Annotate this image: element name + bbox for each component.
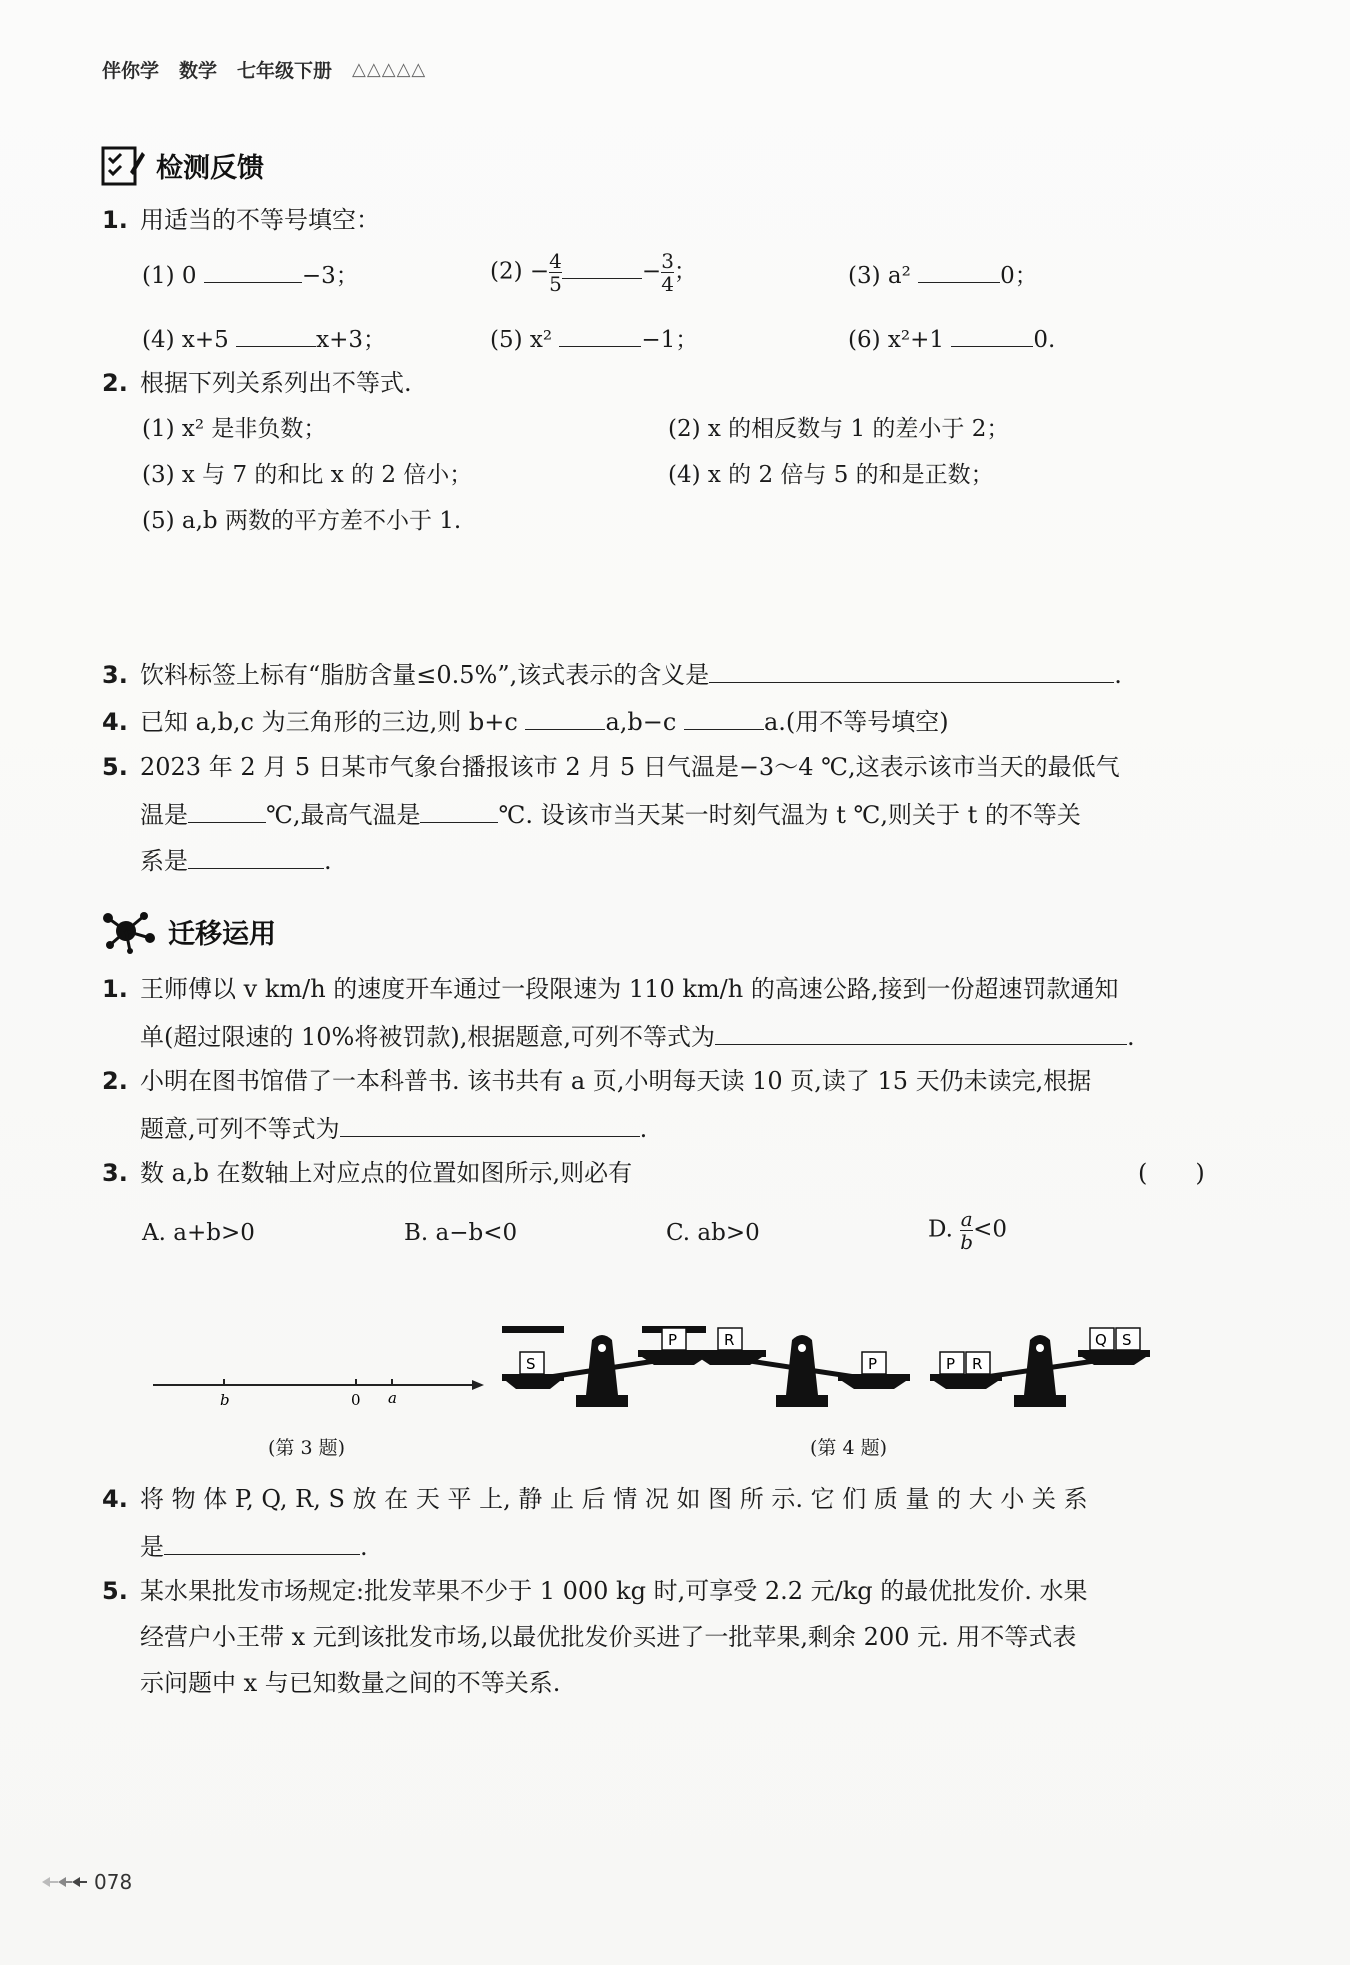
q1-item-6: (6) x²+1 0.	[848, 320, 1055, 357]
svg-text:S: S	[526, 1355, 536, 1373]
answer-blank[interactable]	[709, 656, 1114, 683]
answer-blank[interactable]	[188, 842, 324, 869]
running-header	[102, 56, 426, 83]
answer-parentheses[interactable]: ( )	[1138, 1159, 1205, 1187]
answer-blank[interactable]	[164, 1528, 360, 1555]
svg-text:R: R	[724, 1331, 735, 1349]
answer-blank[interactable]	[420, 796, 498, 823]
section-heading-transfer	[100, 908, 276, 954]
transfer-question-5: 5. 某水果批发市场规定:批发苹果不少于 1 000 kg 时,可享受 2.2 元/kg 的最优批发价. 水果	[102, 1577, 1088, 1605]
section-title: 检测反馈	[156, 152, 264, 184]
svg-text:R: R	[972, 1355, 983, 1373]
subject: 数学	[179, 60, 218, 82]
scale-1	[502, 1326, 710, 1407]
transfer-question-3: 3. 数 a,b 在数轴上对应点的位置如图所示,则必有	[102, 1159, 633, 1187]
answer-blank[interactable]	[188, 796, 266, 823]
q2-item-1: (1) x² 是非负数；	[142, 416, 327, 442]
svg-text:P: P	[668, 1331, 678, 1349]
svg-text:Q: Q	[1095, 1331, 1107, 1349]
answer-blank[interactable]	[559, 320, 641, 347]
answer-blank[interactable]	[204, 256, 302, 283]
answer-blank[interactable]	[951, 320, 1033, 347]
answer-blank[interactable]	[236, 320, 316, 347]
answer-blank[interactable]	[525, 703, 605, 730]
q2-item-2: (2) x 的相反数与 1 的差小于 2；	[668, 416, 1010, 442]
q1-item-3: (3) a² 0；	[848, 256, 1038, 293]
page-number: 078	[42, 1870, 132, 1894]
transfer-question-4-line-2: 是 .	[140, 1528, 368, 1564]
transfer-question-5-line-2: 经营户小王带 x 元到该批发市场,以最优批发价买进了一批苹果,剩余 200 元. 用不等式表	[140, 1623, 1077, 1651]
answer-blank[interactable]	[340, 1110, 640, 1137]
answer-blank[interactable]	[715, 1018, 1127, 1045]
transfer-question-5-line-3: 示问题中 x 与已知数量之间的不等关系.	[140, 1669, 561, 1697]
label-b: b	[220, 1391, 230, 1409]
question-2: 2. 根据下列关系列出不等式.	[102, 369, 412, 397]
arrow-decoration-icon	[42, 1876, 88, 1888]
transfer-question-4: 4. 将 物 体 P, Q, R, S 放 在 天 平 上, 静 止 后 情 况 如 图 所 示. 它 们 质 量 的 大 小 关 系	[102, 1485, 1088, 1513]
balance-scales-figure	[490, 1290, 1230, 1420]
number-line-figure	[148, 1360, 488, 1410]
q1-item-2: (2) − $\frac{4}{5}$ − $\frac{3}{4}$ ；	[490, 249, 697, 296]
section-title: 迁移运用	[168, 918, 276, 950]
answer-blank[interactable]	[684, 703, 764, 730]
q2-item-4: (4) x 的 2 倍与 5 的和是正数；	[668, 462, 994, 488]
label-a: a	[388, 1389, 397, 1407]
svg-text:P: P	[946, 1355, 956, 1373]
q2-item-5: (5) a,b 两数的平方差不小于 1.	[142, 508, 462, 534]
option-d[interactable]: D. $\frac{a}{b}$ <0	[928, 1207, 1007, 1254]
option-a[interactable]: A. a+b>0	[142, 1220, 255, 1246]
transfer-question-1-line-2: 单(超过限速的 10%将被罚款),根据题意,可列不等式为 .	[140, 1018, 1135, 1054]
question-5-line-2: 温是 ℃,最高气温是 ℃. 设该市当天某一时刻气温为 t ℃,则关于 t 的不等关	[140, 796, 1081, 832]
svg-text:P: P	[868, 1355, 878, 1373]
question-4: 4. 已知 a,b,c 为三角形的三边,则 b+c a,b−c a.(用不等号填空)	[102, 703, 949, 739]
question-5: 5. 2023 年 2 月 5 日某市气象台播报该市 2 月 5 日气温是−3～4 ℃,这表示该市当天的最低气	[102, 753, 1120, 781]
q1-item-1: (1) 0 −3；	[142, 256, 359, 293]
option-c[interactable]: C. ab>0	[666, 1220, 760, 1246]
transfer-question-1: 1. 王师傅以 v km/h 的速度开车通过一段限速为 110 km/h 的高速公路,接到一份超速罚款通知	[102, 975, 1119, 1003]
label-0: 0	[351, 1391, 361, 1409]
figure-4-caption: (第 4 题)	[810, 1437, 887, 1459]
svg-text:S: S	[1122, 1331, 1132, 1349]
section-heading-feedback	[100, 142, 264, 188]
q1-item-4: (4) x+5 x+3；	[142, 320, 386, 357]
q2-item-3: (3) x 与 7 的和比 x 的 2 倍小；	[142, 462, 473, 488]
answer-blank[interactable]	[918, 256, 1000, 283]
grade: 七年级下册	[237, 60, 333, 82]
transfer-question-2: 2. 小明在图书馆借了一本科普书. 该书共有 a 页,小明每天读 10 页,读了 15 天仍未读完,根据	[102, 1067, 1092, 1095]
option-b[interactable]: B. a−b<0	[404, 1220, 518, 1246]
checklist-icon	[100, 142, 146, 188]
scale-2	[694, 1328, 910, 1407]
question-5-line-3: 系是 .	[140, 842, 332, 878]
question-3: 3. 饮料标签上标有“脂肪含量≤0.5%”,该式表示的含义是 .	[102, 656, 1122, 692]
question-1: 1. 用适当的不等号填空：	[102, 206, 380, 234]
axis-arrow	[472, 1380, 484, 1390]
q1-item-5: (5) x² −1；	[490, 320, 698, 357]
scale-3	[930, 1328, 1150, 1407]
figure-3-caption: (第 3 题)	[268, 1437, 345, 1459]
triangle-rating: △△△△△	[352, 59, 427, 80]
transfer-question-2-line-2: 题意,可列不等式为 .	[140, 1110, 647, 1146]
answer-blank[interactable]	[562, 252, 642, 279]
molecule-icon	[100, 908, 158, 954]
book-title: 伴你学	[102, 60, 160, 82]
